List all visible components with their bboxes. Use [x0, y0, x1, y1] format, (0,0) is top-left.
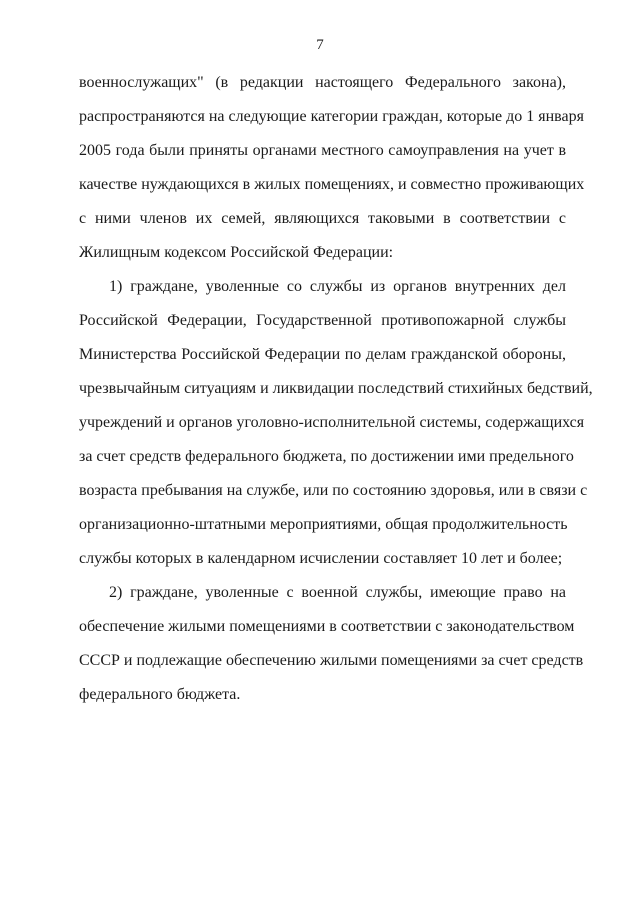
text-line: 1) граждане, уволенные со службы из органов внутренних дел	[109, 278, 566, 295]
text-line: 2005 года были приняты органами местного самоуправления на учет в	[79, 142, 566, 159]
text-line: Жилищным кодексом Российской Федерации:	[79, 244, 394, 261]
document-body	[79, 72, 593, 718]
text-line: возраста пребывания на службе, или по состоянию здоровья, или в связи с	[79, 482, 588, 499]
text-line: учреждений и органов уголовно-исполнительной системы, содержащихся	[79, 414, 585, 431]
text-line: организационно-штатными мероприятиями, общая продолжительность	[79, 516, 568, 533]
text-line: Министерства Российской Федерации по делам гражданской обороны,	[79, 346, 566, 363]
text-line: чрезвычайным ситуациям и ликвидации последствий стихийных бедствий,	[79, 380, 593, 397]
paragraph-item-2	[79, 582, 584, 718]
text-line: 2) граждане, уволенные с военной службы, имеющие право на	[109, 584, 566, 601]
text-line: военнослужащих" (в редакции настоящего Федерального закона),	[79, 74, 566, 91]
text-line: обеспечение жилыми помещениями в соответствии с законодательством	[79, 618, 575, 635]
page-number: 7	[316, 37, 324, 53]
text-line: федерального бюджета.	[79, 686, 241, 703]
text-line: СССР и подлежащие обеспечению жилыми помещениями за счет средств	[79, 652, 584, 669]
text-line: распространяются на следующие категории граждан, которые до 1 января	[79, 108, 584, 125]
text-line: Российской Федерации, Государственной противопожарной службы	[79, 312, 566, 329]
paragraph-intro	[79, 72, 585, 276]
paragraph-item-1	[79, 276, 593, 582]
text-line: службы которых в календарном исчислении составляет 10 лет и более;	[79, 550, 563, 567]
text-line: качестве нуждающихся в жилых помещениях, и совместно проживающих	[79, 176, 585, 193]
text-line: с ними членов их семей, являющихся таковыми в соответствии с	[79, 210, 566, 227]
text-line: за счет средств федерального бюджета, по достижении ими предельного	[79, 448, 574, 465]
